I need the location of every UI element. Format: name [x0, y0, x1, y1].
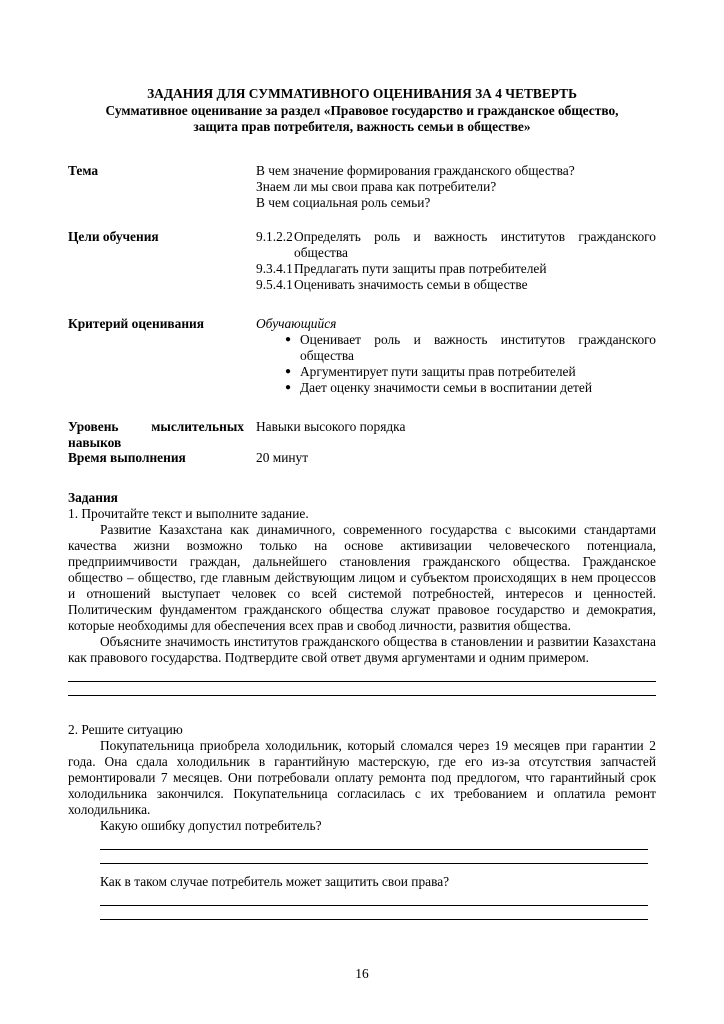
level-row — [68, 419, 656, 451]
goal-code: 9.5.4.1 — [256, 277, 293, 292]
criteria-item — [276, 364, 656, 380]
answer-line[interactable] — [100, 919, 648, 920]
bullet-icon: ● — [284, 334, 292, 345]
goals-value — [256, 229, 656, 293]
topic-line: В чем социальная роль семьи? — [256, 195, 431, 210]
task2-answers — [100, 818, 656, 920]
task2-text: Покупательница приобрела холодильник, который сломался через 19 месяцев при гарантии 2 года. Она сдала холодильник в гарантийную мастерскую, где его из-за отсутствия запчастей ремонтировали 7 месяцев. Они потребовали оплату ремонта под предлогом, что гарантийный срок холодильника закончился. Покупательница согласилась с их требованием и оплатила ремонт холодильника. — [68, 738, 656, 817]
task2-title: 2. Решите ситуацию — [68, 722, 183, 737]
topic-line: Знаем ли мы свои права как потребители? — [256, 179, 497, 194]
meta-table — [68, 163, 656, 466]
level-label — [68, 419, 256, 451]
level-label-word3: навыков — [68, 435, 122, 450]
goal-code: 9.3.4.1 — [256, 261, 293, 276]
answer-line[interactable] — [100, 905, 648, 906]
time-row — [68, 450, 656, 466]
criteria-item — [276, 332, 656, 364]
bullet-icon: ● — [284, 366, 292, 377]
document-subtitle-line1: Суммативное оценивание за раздел «Правовое государство и гражданское общество, — [105, 103, 619, 118]
goal-text: Предлагать пути защиты прав потребителей — [294, 261, 547, 276]
tasks-section — [68, 490, 656, 920]
level-label-word1: Уровень — [68, 419, 119, 434]
task2-question1: Какую ошибку допустил потребитель? — [100, 818, 322, 833]
time-label: Время выполнения — [68, 450, 186, 465]
criteria-text: Аргументирует пути защиты прав потребителей — [300, 364, 576, 379]
task1-text: Развитие Казахстана как динамичного, современного государства с высокими стандартами качества жизни возможно только на основе активизации человеческого потенциала, предприимчивости граждан, дальнейшего становления гражданского общества. Гражданское общество – общество, где главным действующим лицом и субъектом происходящих в нем процессов и отношений выступает человек со всей системой потребностей, интересов и ценностей. Политическим фундаментом гражданского общества служат правовое государство и демократия, которые необходимы для обеспечения всех прав и свобод личности, развития общества. — [68, 522, 656, 633]
criteria-text: Оценивает роль и важность институтов гражданского общества — [300, 332, 656, 363]
document-page — [68, 86, 656, 920]
task2-question2: Как в таком случае потребитель может защитить свои права? — [100, 874, 450, 889]
time-value: 20 минут — [256, 450, 309, 465]
document-title: ЗАДАНИЯ ДЛЯ СУММАТИВНОГО ОЦЕНИВАНИЯ ЗА 4 ЧЕТВЕРТЬ — [147, 86, 577, 101]
criteria-text: Дает оценку значимости семьи в воспитании детей — [300, 380, 592, 395]
criteria-label: Критерий оценивания — [68, 316, 205, 331]
criteria-row — [68, 316, 656, 396]
goal-text: Оценивать значимость семьи в обществе — [294, 277, 528, 292]
goal-text: Определять роль и важность институтов гражданского общества — [294, 229, 656, 260]
criteria-intro: Обучающийся — [256, 316, 337, 331]
criteria-value — [256, 316, 656, 396]
goals-row — [68, 229, 656, 293]
criteria-item — [276, 380, 656, 396]
tasks-heading: Задания — [68, 490, 118, 505]
goals-label: Цели обучения — [68, 229, 159, 244]
goal-code: 9.1.2.2 — [256, 229, 293, 244]
topic-row — [68, 163, 656, 211]
bullet-icon: ● — [284, 382, 292, 393]
answer-line[interactable] — [68, 681, 656, 682]
page-number: 16 — [355, 966, 369, 981]
document-subtitle-line2: защита прав потребителя, важность семьи в обществе» — [193, 119, 531, 134]
task1-question: Объясните значимость институтов гражданского общества в становлении и развитии Казахстана как правового государства. Подтвердите свой ответ двумя аргументами и одним примером. — [68, 634, 656, 665]
goal-item — [256, 229, 656, 261]
task1-title: 1. Прочитайте текст и выполните задание. — [68, 506, 309, 521]
topic-label: Тема — [68, 163, 99, 178]
level-value: Навыки высокого порядка — [256, 419, 406, 434]
goal-item — [256, 261, 656, 277]
topic-value — [256, 163, 656, 211]
topic-line: В чем значение формирования гражданского общества? — [256, 163, 575, 178]
level-label-word2: мыслительных — [151, 419, 244, 434]
goal-item — [256, 277, 656, 293]
answer-line[interactable] — [100, 849, 648, 850]
